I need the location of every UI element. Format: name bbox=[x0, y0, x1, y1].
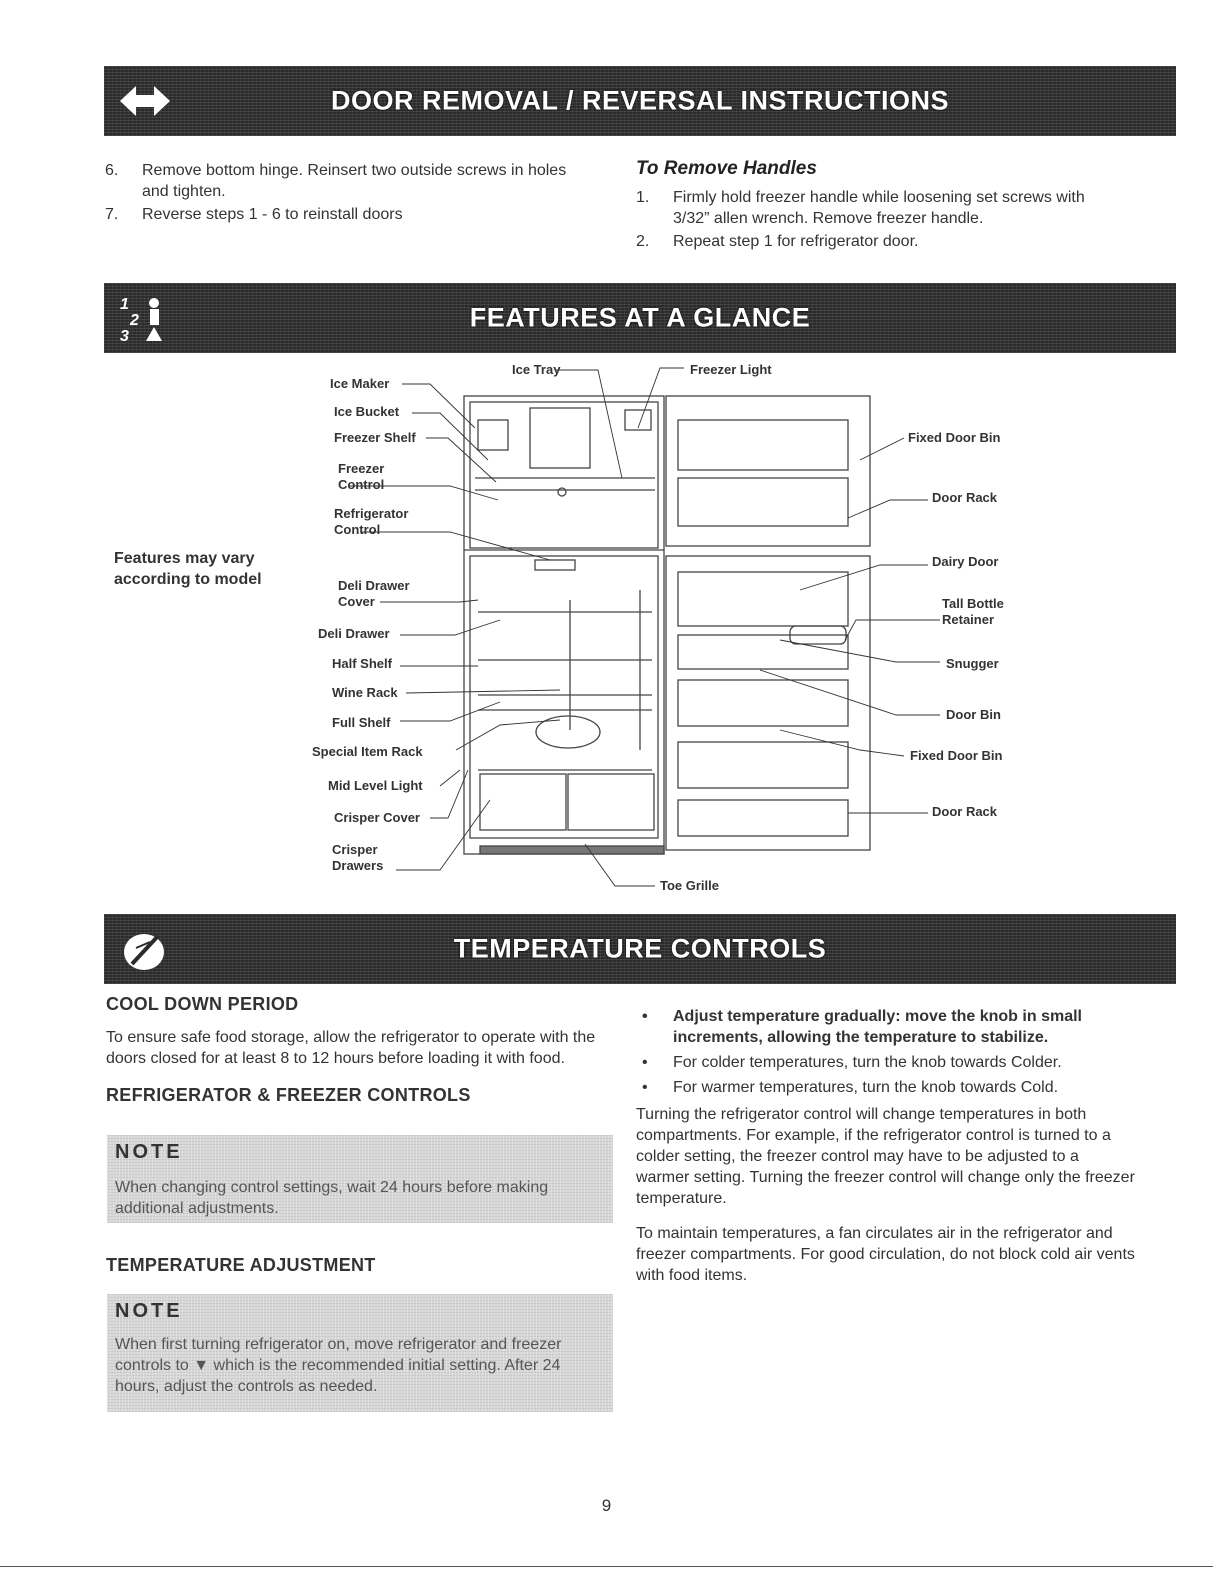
bullet-item: • Adjust temperature gradually: move the knob in small increments, allowing the temperature to stabilize. bbox=[636, 1006, 1136, 1048]
label-wine-rack: Wine Rack bbox=[332, 685, 398, 700]
label-refrigerator-control bbox=[334, 506, 408, 538]
temperature-bullets bbox=[636, 1006, 1136, 1098]
door-step bbox=[105, 160, 585, 202]
label-fixed-door-bin-top: Fixed Door Bin bbox=[908, 430, 1001, 445]
features-title: FEATURES AT A GLANCE bbox=[469, 302, 811, 333]
label-snugger: Snugger bbox=[946, 656, 999, 671]
handle-step-text: Repeat step 1 for refrigerator door. bbox=[673, 233, 919, 250]
features-note-line: according to model bbox=[114, 571, 262, 588]
label-line: Control bbox=[338, 477, 385, 492]
svg-text:1: 1 bbox=[120, 296, 129, 313]
handle-step-num: 1. bbox=[636, 189, 650, 206]
adjustment-title: TEMPERATURE ADJUSTMENT bbox=[106, 1255, 376, 1275]
note-title: NOTE bbox=[115, 1300, 183, 1322]
bullet-item: • For warmer temperatures, turn the knob towards Cold. bbox=[636, 1077, 1136, 1098]
handle-step bbox=[636, 187, 1116, 229]
label-full-shelf: Full Shelf bbox=[332, 715, 391, 730]
note-box-2 bbox=[107, 1294, 613, 1412]
label-ice-tray: Ice Tray bbox=[512, 362, 561, 377]
note-text: When changing control settings, wait 24 hours before making additional adjustments. bbox=[115, 1179, 549, 1217]
label-dairy-door: Dairy Door bbox=[932, 554, 999, 569]
label-fixed-door-bin-bottom: Fixed Door Bin bbox=[910, 748, 1003, 763]
label-line: Cover bbox=[338, 594, 375, 609]
label-deli-drawer-cover bbox=[338, 578, 410, 610]
door-removal-title: DOOR REMOVAL / REVERSAL INSTRUCTIONS bbox=[330, 85, 950, 116]
label-line: Retainer bbox=[942, 612, 995, 627]
door-step-num: 6. bbox=[105, 162, 119, 179]
features-banner bbox=[104, 283, 1176, 353]
page-number: 9 bbox=[601, 1496, 612, 1515]
note-box-1 bbox=[107, 1135, 613, 1223]
svg-text:3: 3 bbox=[120, 328, 129, 345]
label-door-bin: Door Bin bbox=[946, 707, 1001, 722]
door-removal-banner bbox=[104, 66, 1176, 136]
label-ice-maker: Ice Maker bbox=[330, 376, 390, 391]
cool-down-title: COOL DOWN PERIOD bbox=[106, 994, 299, 1014]
label-crisper-drawers bbox=[332, 842, 383, 874]
temperature-title: TEMPERATURE CONTROLS bbox=[453, 933, 827, 964]
adjustment-heading bbox=[106, 1255, 606, 1288]
label-freezer-light: Freezer Light bbox=[690, 362, 772, 377]
bottom-rule bbox=[0, 1566, 1213, 1567]
label-door-rack-bottom: Door Rack bbox=[932, 804, 998, 819]
cool-down-text: To ensure safe food storage, allow the refrigerator to operate with the doors closed for at least 8 to 12 hours before loading it with food. bbox=[106, 1029, 596, 1067]
features-note-line: Features may vary bbox=[114, 550, 255, 567]
temperature-banner bbox=[104, 914, 1176, 984]
label-line: Deli Drawer bbox=[338, 578, 410, 593]
bullet-item: • For colder temperatures, turn the knob towards Colder. bbox=[636, 1052, 1136, 1073]
handle-step-text: Firmly hold freezer handle while loosening set screws with 3/32” allen wrench. Remove freezer handle. bbox=[673, 189, 1085, 227]
label-freezer-shelf: Freezer Shelf bbox=[334, 430, 416, 445]
label-door-rack-top: Door Rack bbox=[932, 490, 998, 505]
door-step-text: Reverse steps 1 - 6 to reinstall doors bbox=[142, 206, 403, 223]
features-note bbox=[114, 548, 262, 590]
door-step-text: Remove bottom hinge. Reinsert two outside screws in holes and tighten. bbox=[142, 162, 567, 200]
label-ice-bucket: Ice Bucket bbox=[334, 404, 400, 419]
temperature-right-column bbox=[636, 1006, 1136, 1300]
label-line: Crisper bbox=[332, 842, 378, 857]
note-text: When first turning refrigerator on, move refrigerator and freezer controls to ▼ which is the recommended initial setting. After 24 hours, adjust the controls as needed. bbox=[115, 1336, 562, 1395]
label-line: Refrigerator bbox=[334, 506, 409, 521]
label-mid-level-light: Mid Level Light bbox=[328, 778, 423, 793]
label-freezer-control bbox=[338, 461, 384, 493]
handles-section bbox=[636, 158, 1116, 254]
svg-text:2: 2 bbox=[130, 312, 139, 329]
door-step bbox=[105, 204, 585, 225]
label-line: Control bbox=[334, 522, 381, 537]
label-line: Drawers bbox=[332, 858, 384, 873]
controls-title: REFRIGERATOR & FREEZER CONTROLS bbox=[106, 1085, 471, 1105]
label-deli-drawer: Deli Drawer bbox=[318, 626, 390, 641]
label-crisper-cover: Crisper Cover bbox=[334, 810, 420, 825]
handle-step-num: 2. bbox=[636, 233, 650, 250]
label-special-item-rack: Special Item Rack bbox=[312, 744, 423, 759]
label-line: Freezer bbox=[338, 461, 385, 476]
refrigerator-diagram bbox=[300, 350, 1040, 910]
handles-title: To Remove Handles bbox=[636, 158, 817, 179]
label-tall-bottle-retainer bbox=[942, 596, 1004, 628]
circulation-paragraph: To maintain temperatures, a fan circulates air in the refrigerator and freezer compartments. For good circulation, do not block cold air vents with food items. bbox=[636, 1225, 1135, 1284]
note-title: NOTE bbox=[115, 1141, 183, 1163]
label-half-shelf: Half Shelf bbox=[332, 656, 392, 671]
label-toe-grille: Toe Grille bbox=[660, 878, 719, 893]
temperature-left-column bbox=[106, 994, 606, 1118]
controls-paragraph: Turning the refrigerator control will change temperatures in both compartments. For example, if the refrigerator control is turned to a colder setting, the freezer control may have to be adjusted to a warmer setting. Turning the freezer control will change only the freezer temperature. bbox=[636, 1106, 1135, 1207]
label-line: Tall Bottle bbox=[942, 596, 1004, 611]
door-steps bbox=[105, 160, 585, 227]
handle-step bbox=[636, 231, 1116, 252]
door-step-num: 7. bbox=[105, 206, 119, 223]
